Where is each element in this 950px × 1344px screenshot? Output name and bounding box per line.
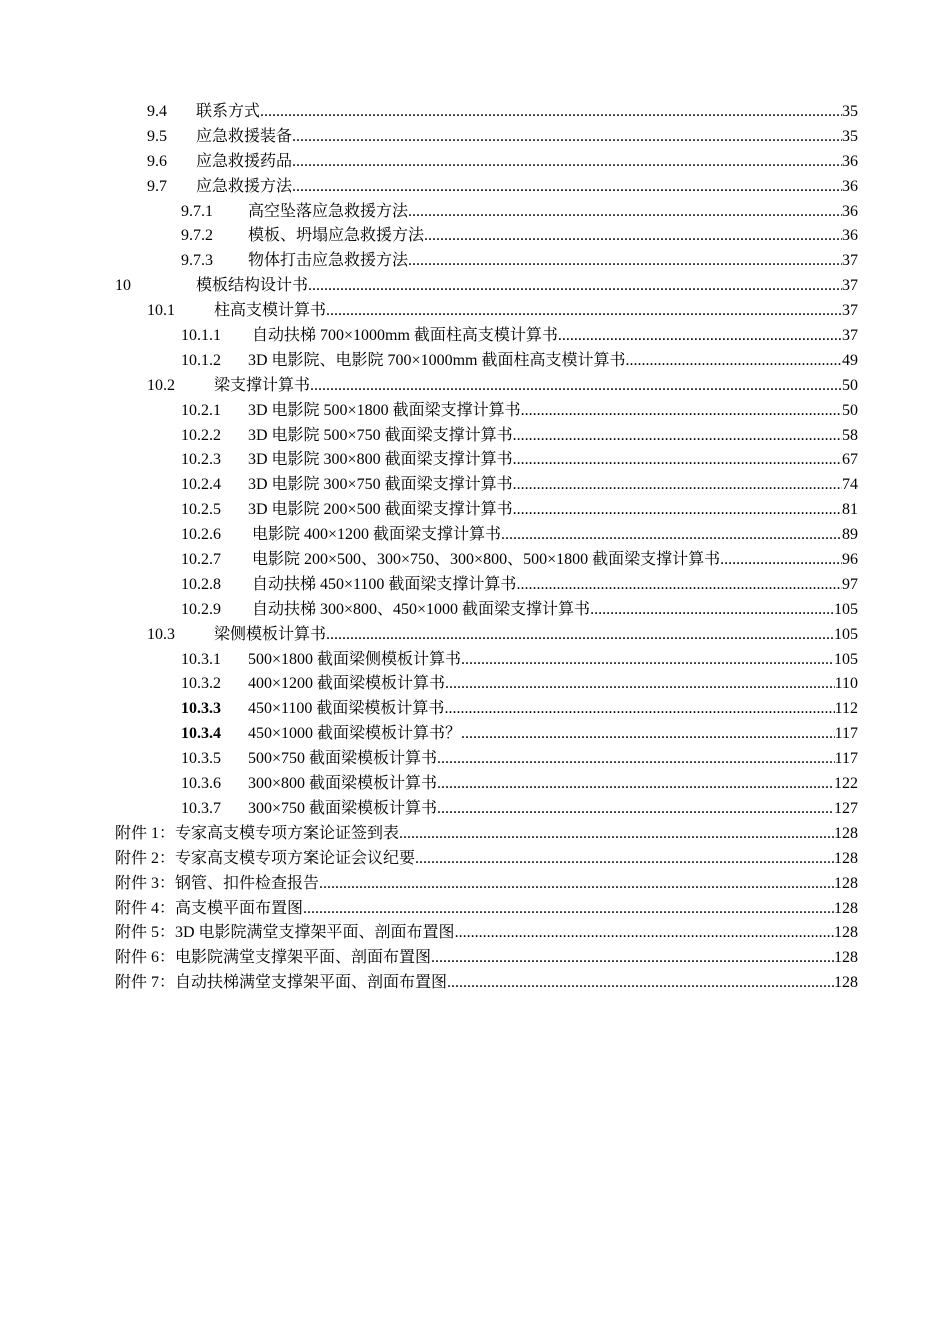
toc-entry-line bbox=[196, 175, 858, 200]
toc-dot-leader bbox=[408, 249, 842, 274]
toc-entry[interactable] bbox=[0, 448, 950, 473]
toc-entry-line bbox=[248, 349, 858, 374]
toc-dot-leader bbox=[415, 847, 834, 872]
toc-entry[interactable] bbox=[0, 274, 950, 299]
toc-dot-leader bbox=[444, 697, 834, 722]
toc-entry-title: 梁侧模板计算书 bbox=[214, 625, 327, 643]
toc-entry[interactable] bbox=[0, 473, 950, 498]
toc-entry-number: 9.7.2 bbox=[181, 227, 213, 245]
toc-dot-leader bbox=[326, 623, 834, 648]
toc-dot-leader bbox=[431, 946, 834, 971]
toc-entry-number: 9.6 bbox=[147, 152, 167, 170]
toc-entry-title: 3D 电影院 200×500 截面梁支撑计算书 bbox=[248, 501, 513, 519]
toc-dot-leader bbox=[308, 274, 842, 299]
toc-entry-number: 10.2.6 bbox=[181, 526, 221, 544]
toc-dot-leader bbox=[292, 125, 842, 150]
toc-entry-title: 附件 3：钢管、扣件检查报告 bbox=[115, 874, 320, 892]
toc-entry[interactable] bbox=[0, 598, 950, 623]
toc-entry[interactable] bbox=[0, 623, 950, 648]
toc-dot-leader bbox=[437, 797, 834, 822]
toc-dot-leader bbox=[461, 722, 835, 747]
toc-entry-number: 10.3.4 bbox=[181, 725, 221, 743]
toc-entry-number: 10.3.5 bbox=[181, 750, 221, 768]
toc-dot-leader bbox=[424, 224, 842, 249]
toc-entry-number: 10.2.3 bbox=[181, 451, 221, 469]
toc-entry-page-number: 37 bbox=[842, 252, 858, 270]
toc-dot-leader bbox=[516, 573, 842, 598]
toc-dot-leader bbox=[447, 971, 834, 996]
toc-entry-title: 3D 电影院、电影院 700×1000mm 截面柱高支模计算书 bbox=[248, 351, 626, 369]
toc-entry-line bbox=[248, 473, 858, 498]
toc-dot-leader bbox=[513, 498, 842, 523]
toc-entry[interactable] bbox=[0, 523, 950, 548]
toc-entry-number: 10.1.1 bbox=[181, 327, 221, 345]
toc-entry-title: 自动扶梯 700×1000mm 截面柱高支模计算书 bbox=[252, 327, 558, 345]
toc-entry-number: 10.3.7 bbox=[181, 799, 221, 817]
toc-entry-title: 模板、坍塌应急救援方法 bbox=[248, 227, 425, 245]
toc-dot-leader bbox=[303, 897, 834, 922]
toc-entry-title: 电影院 400×1200 截面梁支撑计算书 bbox=[252, 526, 502, 544]
toc-dot-leader bbox=[260, 100, 842, 125]
toc-entry-page-number: 35 bbox=[842, 127, 858, 145]
toc-entry-line bbox=[115, 921, 858, 946]
toc-entry[interactable] bbox=[0, 374, 950, 399]
toc-entry-number: 9.7.3 bbox=[181, 252, 213, 270]
toc-entry[interactable] bbox=[0, 897, 950, 922]
toc-entry-number: 10.1 bbox=[147, 302, 175, 320]
toc-dot-leader bbox=[292, 150, 842, 175]
toc-entry-page-number: 50 bbox=[842, 401, 858, 419]
toc-entry-line bbox=[252, 523, 858, 548]
toc-entry-title: 附件 5：3D 电影院满堂支撑架平面、剖面布置图 bbox=[115, 924, 455, 942]
toc-dot-leader bbox=[513, 448, 842, 473]
toc-entry-title: 自动扶梯 300×800、450×1000 截面梁支撑计算书 bbox=[252, 600, 591, 618]
toc-entry-page-number: 97 bbox=[842, 575, 858, 593]
toc-entry-number: 10.3.6 bbox=[181, 775, 221, 793]
toc-entry-number: 9.7 bbox=[147, 177, 167, 195]
toc-entry-number: 10.2.4 bbox=[181, 476, 221, 494]
toc-entry-line bbox=[248, 672, 858, 697]
toc-entry-title: 500×1800 截面梁侧模板计算书 bbox=[248, 650, 462, 668]
toc-entry-title: 300×750 截面梁模板计算书 bbox=[248, 799, 438, 817]
toc-entry-number: 10 bbox=[115, 277, 131, 295]
toc-entry-line bbox=[248, 424, 858, 449]
toc-entry-number: 10.2.7 bbox=[181, 551, 221, 569]
toc-entry-title: 高空坠落应急救援方法 bbox=[248, 202, 409, 220]
toc-dot-leader bbox=[310, 374, 842, 399]
toc-entry[interactable] bbox=[0, 175, 950, 200]
toc-entry-line bbox=[248, 747, 858, 772]
toc-entry-line bbox=[196, 274, 858, 299]
toc-entry-page-number: 128 bbox=[834, 974, 858, 992]
toc-entry-page-number: 96 bbox=[842, 551, 858, 569]
toc-entry-page-number: 58 bbox=[842, 426, 858, 444]
toc-entry[interactable] bbox=[0, 299, 950, 324]
toc-entry-title: 3D 电影院 500×750 截面梁支撑计算书 bbox=[248, 426, 513, 444]
toc-entry[interactable] bbox=[0, 200, 950, 225]
toc-entry-page-number: 128 bbox=[834, 949, 858, 967]
toc-entry-title: 应急救援方法 bbox=[196, 177, 293, 195]
toc-entry[interactable] bbox=[0, 399, 950, 424]
toc-entry-title: 附件 2：专家高支模专项方案论证会议纪要 bbox=[115, 849, 416, 867]
toc-entry-number: 10.2.1 bbox=[181, 401, 221, 419]
toc-dot-leader bbox=[513, 473, 842, 498]
toc-entry-title: 300×800 截面梁模板计算书 bbox=[248, 775, 438, 793]
toc-entry-line bbox=[115, 822, 858, 847]
toc-entry-page-number: 37 bbox=[842, 327, 858, 345]
toc-entry-page-number: 128 bbox=[834, 899, 858, 917]
toc-entry-title: 3D 电影院 300×800 截面梁支撑计算书 bbox=[248, 451, 513, 469]
toc-entry-page-number: 105 bbox=[834, 650, 858, 668]
toc-entry-title: 附件 7：自动扶梯满堂支撑架平面、剖面布置图 bbox=[115, 974, 448, 992]
toc-entry-number: 10.3.1 bbox=[181, 650, 221, 668]
toc-entry[interactable] bbox=[0, 498, 950, 523]
toc-entry[interactable] bbox=[0, 747, 950, 772]
toc-entry-line bbox=[248, 498, 858, 523]
toc-entry[interactable] bbox=[0, 100, 950, 125]
toc-entry-title: 物体打击应急救援方法 bbox=[248, 252, 409, 270]
toc-entry-title: 应急救援装备 bbox=[196, 127, 293, 145]
toc-entry-page-number: 105 bbox=[834, 600, 858, 618]
toc-entry-page-number: 89 bbox=[842, 526, 858, 544]
toc-entry-line bbox=[115, 872, 858, 897]
toc-dot-leader bbox=[445, 672, 835, 697]
toc-entry-page-number: 36 bbox=[842, 152, 858, 170]
toc-entry-page-number: 128 bbox=[834, 924, 858, 942]
toc-entry[interactable] bbox=[0, 921, 950, 946]
toc-entry-title: 附件 6：电影院满堂支撑架平面、剖面布置图 bbox=[115, 949, 432, 967]
toc-entry[interactable] bbox=[0, 971, 950, 996]
toc-entry-page-number: 105 bbox=[834, 625, 858, 643]
toc-entry-page-number: 74 bbox=[842, 476, 858, 494]
toc-entry-page-number: 128 bbox=[834, 874, 858, 892]
toc-entry-page-number: 36 bbox=[842, 202, 858, 220]
toc-entry-line bbox=[252, 548, 858, 573]
toc-entry[interactable] bbox=[0, 648, 950, 673]
toc-entry-line bbox=[252, 573, 858, 598]
toc-entry[interactable] bbox=[0, 772, 950, 797]
toc-entry[interactable] bbox=[0, 946, 950, 971]
toc-entry-title: 3D 电影院 300×750 截面梁支撑计算书 bbox=[248, 476, 513, 494]
toc-entry-title: 柱高支模计算书 bbox=[214, 302, 327, 320]
toc-dot-leader bbox=[408, 200, 842, 225]
toc-entry[interactable] bbox=[0, 249, 950, 274]
toc-entry-page-number: 117 bbox=[834, 750, 858, 768]
toc-dot-leader bbox=[461, 648, 834, 673]
toc-entry-number: 10.2.5 bbox=[181, 501, 221, 519]
toc-entry-title: 500×750 截面梁模板计算书 bbox=[248, 750, 438, 768]
toc-dot-leader bbox=[720, 548, 842, 573]
table-of-contents bbox=[0, 100, 950, 996]
toc-entry[interactable] bbox=[0, 324, 950, 349]
toc-dot-leader bbox=[319, 872, 834, 897]
toc-entry-page-number: 117 bbox=[834, 725, 858, 743]
toc-entry-line bbox=[248, 200, 858, 225]
toc-entry-page-number: 37 bbox=[842, 277, 858, 295]
toc-entry-title: 自动扶梯 450×1100 截面梁支撑计算书 bbox=[252, 575, 517, 593]
toc-entry[interactable] bbox=[0, 224, 950, 249]
toc-entry-line bbox=[248, 772, 858, 797]
toc-entry[interactable] bbox=[0, 573, 950, 598]
toc-entry-line bbox=[196, 100, 858, 125]
toc-entry[interactable] bbox=[0, 349, 950, 374]
toc-dot-leader bbox=[590, 598, 834, 623]
toc-dot-leader bbox=[399, 822, 834, 847]
toc-entry-number: 10.2 bbox=[147, 376, 175, 394]
toc-entry-line bbox=[214, 299, 858, 324]
toc-entry-line bbox=[115, 897, 858, 922]
toc-entry-page-number: 128 bbox=[834, 824, 858, 842]
toc-entry-page-number: 49 bbox=[842, 351, 858, 369]
toc-entry-number: 10.3.2 bbox=[181, 675, 221, 693]
toc-entry-page-number: 112 bbox=[834, 700, 858, 718]
toc-dot-leader bbox=[292, 175, 842, 200]
toc-entry-number: 9.5 bbox=[147, 127, 167, 145]
toc-entry-line bbox=[248, 448, 858, 473]
toc-entry-line bbox=[115, 971, 858, 996]
toc-entry-line bbox=[248, 797, 858, 822]
toc-dot-leader bbox=[437, 772, 834, 797]
toc-entry-line bbox=[248, 722, 858, 747]
toc-entry-number: 9.7.1 bbox=[181, 202, 213, 220]
toc-entry-number: 10.3.3 bbox=[181, 700, 221, 718]
toc-entry-title: 450×1100 截面梁模板计算书 bbox=[248, 700, 445, 718]
toc-entry-line bbox=[248, 249, 858, 274]
toc-entry-page-number: 36 bbox=[842, 177, 858, 195]
toc-entry-line bbox=[196, 125, 858, 150]
toc-entry-line bbox=[248, 648, 858, 673]
toc-entry[interactable] bbox=[0, 697, 950, 722]
toc-dot-leader bbox=[455, 921, 834, 946]
toc-entry-number: 10.2.2 bbox=[181, 426, 221, 444]
toc-entry-line bbox=[252, 324, 858, 349]
toc-entry-page-number: 81 bbox=[842, 501, 858, 519]
toc-entry-line bbox=[196, 150, 858, 175]
toc-entry-line bbox=[248, 399, 858, 424]
toc-entry-title: 应急救援药品 bbox=[196, 152, 293, 170]
toc-dot-leader bbox=[501, 523, 842, 548]
toc-entry-line bbox=[115, 946, 858, 971]
toc-entry-title: 模板结构设计书 bbox=[196, 277, 309, 295]
toc-dot-leader bbox=[437, 747, 835, 772]
toc-entry-line bbox=[248, 224, 858, 249]
toc-entry-line bbox=[115, 847, 858, 872]
toc-dot-leader bbox=[326, 299, 842, 324]
toc-dot-leader bbox=[513, 424, 842, 449]
toc-entry-page-number: 122 bbox=[834, 775, 858, 793]
toc-entry-page-number: 37 bbox=[842, 302, 858, 320]
toc-entry[interactable] bbox=[0, 822, 950, 847]
toc-entry-title: 3D 电影院 500×1800 截面梁支撑计算书 bbox=[248, 401, 521, 419]
toc-entry-number: 10.1.2 bbox=[181, 351, 221, 369]
toc-entry[interactable] bbox=[0, 672, 950, 697]
toc-dot-leader bbox=[558, 324, 842, 349]
toc-entry-line bbox=[248, 697, 858, 722]
toc-entry-title: 电影院 200×500、300×750、300×800、500×1800 截面梁支撑计算书 bbox=[252, 551, 721, 569]
toc-entry[interactable] bbox=[0, 150, 950, 175]
toc-dot-leader bbox=[521, 399, 842, 424]
toc-entry-page-number: 110 bbox=[834, 675, 858, 693]
toc-entry[interactable] bbox=[0, 722, 950, 747]
toc-entry-line bbox=[252, 598, 858, 623]
toc-dot-leader bbox=[625, 349, 842, 374]
toc-entry-page-number: 50 bbox=[842, 376, 858, 394]
toc-entry-page-number: 67 bbox=[842, 451, 858, 469]
toc-entry-title: 附件 4：高支模平面布置图 bbox=[115, 899, 304, 917]
toc-entry[interactable] bbox=[0, 125, 950, 150]
toc-entry-title: 附件 1：专家高支模专项方案论证签到表 bbox=[115, 824, 400, 842]
toc-entry[interactable] bbox=[0, 872, 950, 897]
toc-entry[interactable] bbox=[0, 424, 950, 449]
toc-entry-line bbox=[214, 374, 858, 399]
toc-entry[interactable] bbox=[0, 797, 950, 822]
toc-entry[interactable] bbox=[0, 847, 950, 872]
toc-entry-title: 400×1200 截面梁模板计算书 bbox=[248, 675, 446, 693]
toc-entry-number: 9.4 bbox=[147, 103, 167, 120]
toc-entry-page-number: 127 bbox=[834, 799, 858, 817]
toc-entry[interactable] bbox=[0, 548, 950, 573]
toc-entry-number: 10.3 bbox=[147, 625, 175, 643]
toc-entry-title: 联系方式 bbox=[196, 103, 261, 120]
toc-entry-number: 10.2.8 bbox=[181, 575, 221, 593]
toc-entry-line bbox=[214, 623, 858, 648]
toc-entry-title: 450×1000 截面梁模板计算书？ bbox=[248, 725, 462, 743]
toc-entry-page-number: 128 bbox=[834, 849, 858, 867]
toc-entry-title: 梁支撑计算书 bbox=[214, 376, 311, 394]
toc-entry-page-number: 35 bbox=[842, 103, 858, 120]
toc-entry-number: 10.2.9 bbox=[181, 600, 221, 618]
toc-entry-page-number: 36 bbox=[842, 227, 858, 245]
